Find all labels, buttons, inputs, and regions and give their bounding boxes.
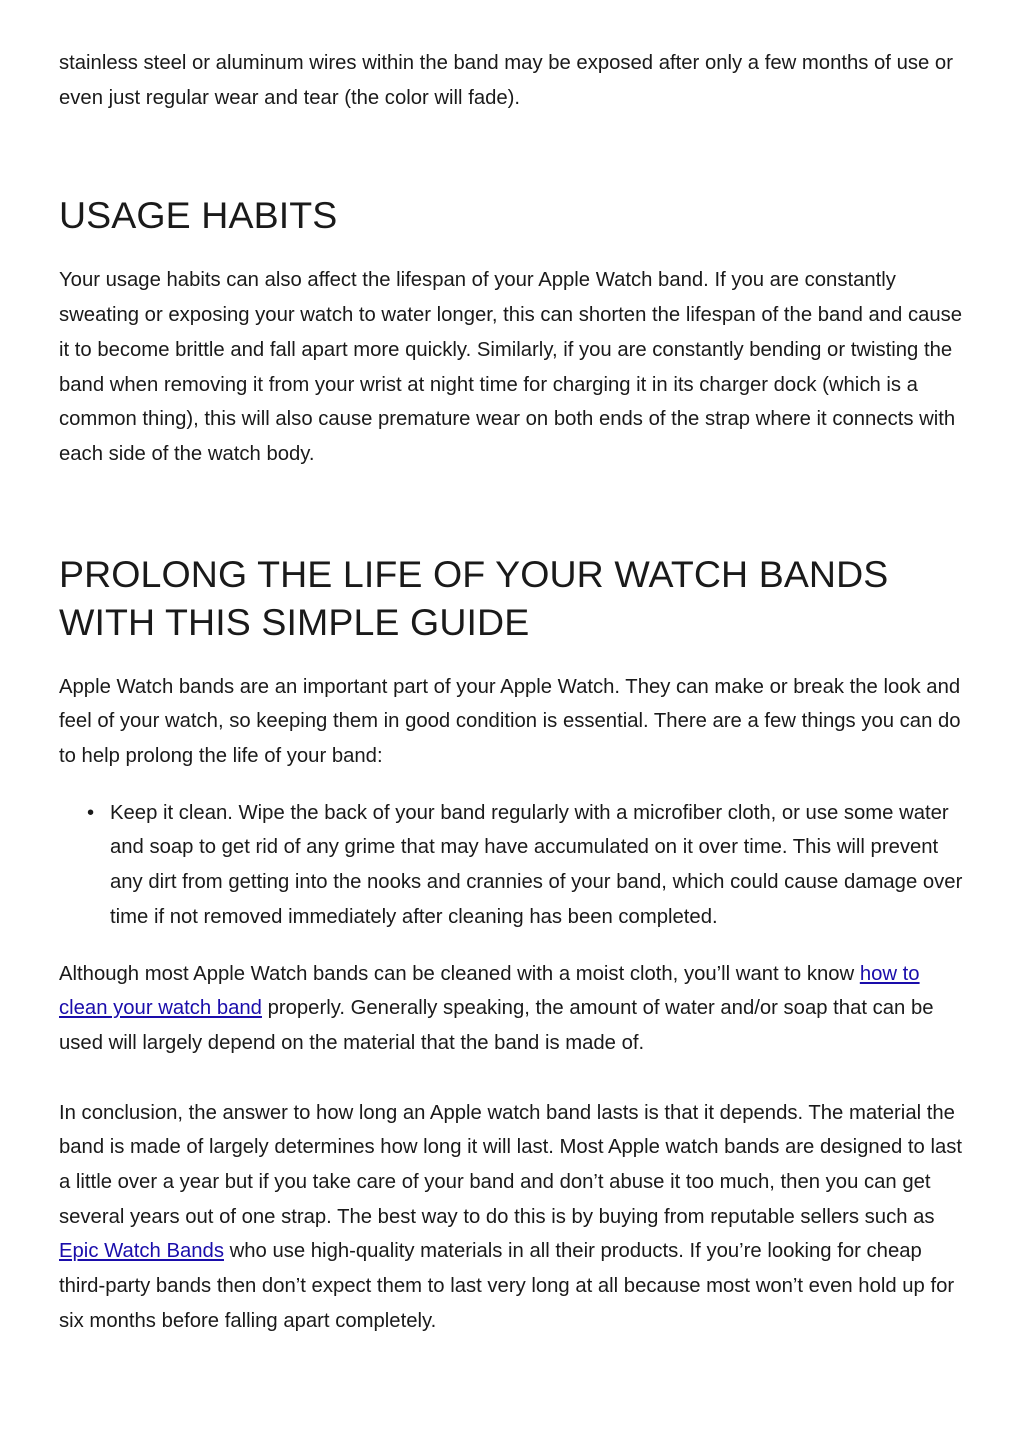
- conclusion-paragraph: [59, 1096, 971, 1339]
- cleaning-text-after-link: properly. Generally speaking, the amount of water and/or soap that can be used will largely depend on the material that the band is made of.: [59, 997, 934, 1054]
- conclusion-text-after-link: who use high-quality materials in all their products. If you’re looking for cheap third-party bands then don’t expect them to last very long at all because most won’t even hold up for six months before falling apart completely.: [59, 1240, 955, 1332]
- conclusion-text-before-link: In conclusion, the answer to how long an Apple watch band lasts is that it depends. The material the band is made of largely determines how long it will last. Most Apple watch bands are designed to last a little over a year but if you take care of your band and don’t abuse it too much, then you can get several years out of one strap. The best way to do this is by buying from reputable sellers such as: [59, 1101, 963, 1228]
- prolong-life-heading: PROLONG THE LIFE OF YOUR WATCH BANDS WITH THIS SIMPLE GUIDE: [59, 552, 889, 643]
- usage-habits-heading: USAGE HABITS: [59, 194, 338, 237]
- how-to-clean-link[interactable]: how to clean your watch band: [59, 962, 920, 1020]
- list-item-text: Keep it clean. Wipe the back of your band regularly with a microfiber cloth, or use some water and soap to get rid of any grime that may have accumulated on it over time. This will prevent any dirt from getting into the nooks and crannies of your band, which could cause damage over time if not removed immediately after cleaning has been completed.: [110, 801, 963, 928]
- document-page: [59, 46, 971, 1339]
- list-item: [87, 796, 971, 935]
- cleaning-paragraph: [59, 957, 971, 1061]
- bullet-icon: •: [87, 801, 95, 824]
- intro-paragraph: stainless steel or aluminum wires within the band may be exposed after only a few months of use or even just regular wear and tear (the color will fade).: [59, 52, 953, 109]
- prolong-life-paragraph: Apple Watch bands are an important part of your Apple Watch. They can make or break the look and feel of your watch, so keeping them in good condition is essential. There are a few things you can do to help prolong the life of your band:: [59, 675, 961, 768]
- epic-watch-bands-link[interactable]: Epic Watch Bands: [59, 1240, 224, 1263]
- usage-habits-paragraph: Your usage habits can also affect the lifespan of your Apple Watch band. If you are constantly sweating or exposing your watch to water longer, this can shorten the lifespan of the band and cause it to become brittle and fall apart more quickly. Similarly, if you are constantly bending or twisting the band when removing it from your wrist at night time for charging it in its charger dock (which is a common thing), this will also cause premature wear on both ends of the strap where it connects with each side of the watch body.: [59, 269, 963, 465]
- cleaning-text-before-link: Although most Apple Watch bands can be cleaned with a moist cloth, you’ll want to know: [59, 962, 860, 985]
- tips-list: [59, 796, 971, 935]
